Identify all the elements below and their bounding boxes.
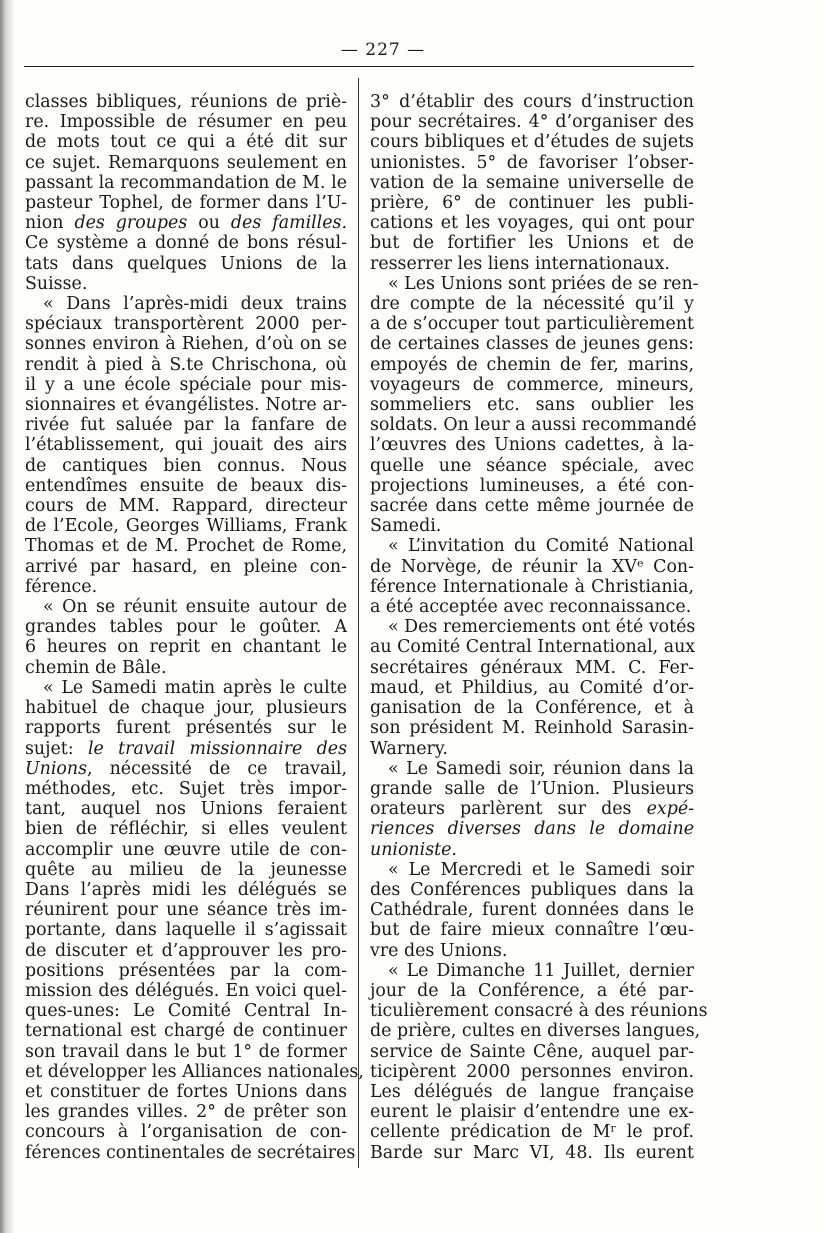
italic-text: le travail missionnaire des — [87, 738, 347, 759]
text-line — [370, 577, 694, 597]
text-segment: grande salle de l’Union. Plusieurs — [370, 778, 694, 799]
text-line — [370, 597, 694, 617]
italic-text: unioniste. — [370, 839, 457, 860]
text-line — [25, 1042, 347, 1062]
text-line — [370, 981, 694, 1001]
text-segment: son travail dans le but 1° de former — [25, 1041, 347, 1062]
text-line — [25, 395, 347, 415]
text-line — [370, 779, 694, 799]
text-line — [370, 395, 694, 415]
text-line — [370, 678, 694, 698]
text-segment: des Conférences publiques dans la — [370, 879, 694, 900]
text-line — [370, 153, 694, 173]
text-segment: resserrer les liens internationaux. — [370, 253, 670, 274]
text-line — [370, 435, 694, 455]
text-segment: but de faire mieux connaître l’œu- — [370, 920, 694, 941]
text-line — [370, 1042, 694, 1062]
text-segment: et constituer de fortes Unions dans — [25, 1081, 347, 1102]
text-line — [25, 597, 347, 617]
text-segment: orateurs parlèrent sur des — [370, 799, 647, 820]
text-segment: 3° d’établir des cours d’instruction — [370, 92, 694, 112]
text-line — [25, 637, 347, 657]
text-segment: sionnaires et évangélistes. Notre ar- — [25, 395, 347, 416]
text-segment: de discuter et d’approuver les pro- — [25, 940, 347, 961]
text-segment: ternational est chargé de continuer — [25, 1021, 347, 1042]
text-line — [25, 577, 347, 597]
text-segment: tats dans quelques Unions de la — [25, 253, 347, 274]
text-segment: ticipèrent 2000 personnes environ. — [370, 1061, 694, 1082]
text-segment: Dans l’après midi les délégués se — [25, 879, 347, 900]
text-line — [25, 1122, 347, 1142]
text-segment: accomplir une œuvre utile de con- — [25, 839, 347, 860]
text-line — [370, 1082, 694, 1102]
text-line — [25, 840, 347, 860]
text-line — [25, 961, 347, 981]
text-line — [370, 860, 694, 880]
text-segment: arrivé par hasard, en pleine con- — [25, 556, 347, 577]
text-line — [370, 294, 694, 314]
text-segment: cellente prédication de Mʳ le prof. — [370, 1122, 694, 1143]
text-line — [25, 415, 347, 435]
text-segment: de Norvège, de réunir la XVᵉ Con- — [370, 556, 694, 577]
text-segment: eurent le plaisir d’entendre une ex- — [370, 1102, 694, 1123]
text-segment: Ce système a donné de bons résul- — [25, 233, 347, 254]
text-line — [370, 213, 694, 233]
text-segment: sujet: — [25, 738, 88, 759]
text-line — [370, 637, 694, 657]
text-line — [370, 254, 694, 274]
text-line — [370, 941, 694, 961]
text-line — [25, 981, 347, 1001]
text-line — [25, 1021, 347, 1041]
text-line — [370, 233, 694, 253]
text-line — [370, 456, 694, 476]
text-line — [25, 456, 347, 476]
text-segment: « Le Samedi matin après le culte — [43, 677, 347, 698]
text-line — [25, 799, 347, 819]
text-segment: méthodes, etc. Sujet très impor- — [25, 778, 347, 799]
text-segment: « L’invitation du Comité National — [388, 536, 694, 557]
text-line — [370, 516, 694, 536]
text-segment: ou — [187, 213, 231, 234]
italic-text: des familles. — [230, 213, 347, 234]
text-segment: « Le Mercredi et le Samedi soir — [388, 859, 694, 880]
text-line — [370, 880, 694, 900]
text-segment: l’établissement, qui jouait des airs — [25, 435, 347, 456]
italic-text: expé- — [646, 799, 694, 820]
text-segment: classes bibliques, réunions de priè- — [25, 92, 347, 112]
text-segment: il y a une école spéciale pour mis- — [25, 374, 347, 395]
text-line — [370, 1001, 708, 1022]
text-line — [25, 819, 347, 839]
text-segment: empoyés de chemin de fer, marins, — [370, 354, 694, 375]
text-line — [25, 759, 347, 779]
text-line — [25, 233, 347, 253]
column-divider-rule — [358, 78, 359, 1168]
text-segment: cours de MM. Rappard, directeur — [25, 496, 347, 517]
text-segment: bien de réfléchir, si elles veulent — [25, 819, 347, 840]
text-line — [25, 698, 347, 718]
text-segment: secrétaires généraux MM. C. Fer- — [370, 657, 694, 678]
text-line — [25, 213, 347, 233]
text-segment: « Des remerciements ont été votés — [388, 617, 696, 638]
text-segment: ticulièrement consacré à des réunions — [370, 1001, 708, 1022]
right-text-column — [370, 92, 708, 1163]
text-line — [25, 860, 347, 880]
text-segment: l’œuvres des Unions cadettes, à la- — [370, 435, 694, 456]
text-segment: rapports furent présentés sur le — [25, 718, 347, 739]
text-segment: de prière, cultes en diverses langues, — [370, 1021, 701, 1042]
text-segment: férence. — [25, 576, 98, 597]
text-segment: 6 heures on reprit en chantant le — [25, 637, 347, 658]
text-line — [370, 173, 694, 193]
text-segment: pour secrétaires. 4° d’organiser des — [370, 112, 694, 133]
text-segment: dre compte de la nécessité qu’il y — [370, 294, 694, 315]
text-segment: re. Impossible de résumer en peu — [25, 112, 347, 133]
text-segment: entendîmes ensuite de beaux dis- — [25, 475, 347, 496]
text-segment: quelle une séance spéciale, avec — [370, 455, 694, 476]
text-segment: de cantiques bien connus. Nous — [25, 455, 347, 476]
text-line — [25, 334, 347, 354]
text-segment: projections lumineuses, a été con- — [370, 475, 694, 496]
text-segment: vation de la semaine universelle de — [370, 172, 694, 193]
text-line — [370, 1102, 694, 1122]
text-segment: Samedi. — [370, 516, 442, 537]
text-line — [25, 617, 347, 637]
text-line — [25, 678, 347, 698]
italic-text: des groupes — [74, 213, 188, 234]
text-line — [25, 132, 347, 152]
text-line — [370, 1143, 694, 1163]
header-rule — [24, 66, 694, 67]
text-segment: de l’Ecole, Georges Williams, Frank — [25, 516, 347, 537]
text-segment: et développer les Alliances nationales, — [25, 1061, 364, 1082]
text-line — [370, 1021, 701, 1042]
text-line — [370, 415, 697, 436]
text-line — [25, 739, 347, 759]
text-segment: , nécessité de ce travail, — [87, 758, 347, 779]
text-segment: sommeliers etc. sans oublier les — [370, 395, 694, 416]
text-segment: Suisse. — [25, 273, 88, 294]
text-segment: Les délégués de langue française — [370, 1081, 694, 1102]
text-line — [370, 273, 699, 294]
text-line — [25, 1102, 347, 1122]
text-segment: réunirent pour une séance très im- — [25, 900, 347, 921]
italic-text: Unions — [25, 758, 88, 779]
text-line — [370, 698, 694, 718]
text-line — [370, 961, 694, 981]
text-line — [25, 1001, 347, 1021]
text-line — [370, 739, 694, 759]
text-segment: grandes tables pour le goûter. A — [25, 617, 347, 638]
text-segment: positions présentées par la com- — [25, 960, 347, 981]
text-segment: de mots tout ce qui a été dit sur — [25, 132, 347, 153]
text-segment: spéciaux transportèrent 2000 per- — [25, 314, 347, 335]
text-segment: « Les Unions sont priées de se ren- — [388, 273, 699, 294]
text-line — [25, 375, 347, 395]
text-segment: portante, dans laquelle il s’agissait — [25, 920, 347, 941]
text-line — [370, 840, 694, 860]
text-segment: Barde sur Marc VI, 48. Ils eurent — [370, 1142, 694, 1163]
text-line — [370, 900, 694, 920]
text-line — [370, 132, 694, 152]
text-line — [370, 193, 694, 213]
text-line — [25, 92, 347, 112]
text-line — [370, 314, 694, 334]
text-line — [25, 718, 347, 738]
text-segment: but de fortifier les Unions et de — [370, 233, 694, 254]
text-line — [25, 153, 347, 173]
text-segment: cations et les voyages, qui ont pour — [370, 213, 694, 234]
text-line — [370, 375, 694, 395]
text-line — [370, 496, 694, 516]
text-line — [25, 355, 347, 375]
text-line — [370, 536, 694, 556]
text-line — [370, 112, 694, 132]
text-line — [25, 536, 347, 556]
text-line — [25, 173, 347, 193]
text-segment: Cathédrale, furent données dans le — [370, 900, 694, 921]
text-line — [25, 294, 347, 314]
text-line — [25, 314, 347, 334]
text-line — [25, 779, 347, 799]
text-line — [370, 334, 694, 354]
text-line — [370, 1062, 694, 1082]
text-segment: service de Sainte Cêne, auquel par- — [370, 1041, 694, 1062]
text-segment: cours bibliques et d’études de sujets — [370, 132, 694, 153]
text-segment: Thomas et de M. Prochet de Rome, — [25, 536, 347, 557]
text-segment: passant la recommandation de M. le — [25, 172, 347, 193]
text-segment: vre des Unions. — [370, 940, 508, 961]
text-segment: les grandes villes. 2° de prêter son — [25, 1102, 347, 1123]
text-line — [25, 557, 347, 577]
text-line — [25, 1142, 356, 1163]
text-segment: mission des délégués. En voici quel- — [25, 980, 347, 1001]
text-segment: de certaines classes de jeunes gens: — [370, 334, 694, 355]
text-line — [370, 1122, 694, 1142]
text-segment: a été acceptée avec reconnaissance. — [370, 597, 692, 618]
text-line — [370, 355, 694, 375]
italic-text: riences diverses dans le domaine — [370, 819, 694, 840]
left-text-column — [25, 92, 364, 1163]
text-line — [25, 254, 347, 274]
text-line — [370, 92, 694, 112]
text-segment: ques-unes: Le Comité Central In- — [25, 1001, 347, 1022]
text-segment: « On se réunit ensuite autour de — [43, 597, 347, 618]
text-segment: prière, 6° de continuer les publi- — [370, 193, 694, 214]
text-segment: rendit à pied à S.te Chrischona, où — [25, 354, 347, 375]
text-line — [25, 274, 347, 294]
text-line — [370, 617, 694, 637]
text-segment: son président M. Reinhold Sarasin- — [370, 718, 694, 739]
text-segment: ganisation de la Conférence, et à — [370, 698, 694, 719]
text-line — [25, 496, 347, 516]
text-segment: « Le Samedi soir, réunion dans la — [388, 758, 694, 779]
text-line — [25, 920, 347, 940]
text-line — [370, 920, 694, 940]
text-line — [25, 941, 347, 961]
text-line — [25, 900, 347, 920]
text-line — [25, 435, 347, 455]
text-segment: concours à l’organisation de con- — [25, 1122, 347, 1143]
text-segment: soldats. On leur a aussi recommandé — [370, 415, 697, 436]
text-segment: a de s’occuper tout particulièrement — [370, 314, 694, 335]
text-line — [370, 759, 694, 779]
text-line — [25, 516, 347, 536]
text-segment: sonnes environ à Riehen, d’où on se — [25, 334, 347, 355]
text-segment: tant, auquel nos Unions feraient — [25, 799, 347, 820]
text-segment: férences continentales de secrétaires — [25, 1142, 356, 1163]
text-segment: « Dans l’après-midi deux trains — [43, 294, 347, 315]
text-segment: voyageurs de commerce, mineurs, — [370, 374, 694, 395]
text-line — [25, 658, 347, 678]
text-segment: férence Internationale à Christiania, — [370, 576, 694, 597]
page-number: — 227 — — [340, 40, 426, 60]
text-segment: chemin de Bâle. — [25, 657, 167, 678]
text-segment: quête au milieu de la jeunesse — [25, 859, 347, 880]
text-line — [370, 557, 694, 577]
text-segment: nion — [25, 213, 75, 234]
text-segment: habituel de chaque jour, plusieurs — [25, 698, 347, 719]
text-segment: maud, et Phildius, au Comité d’or- — [370, 677, 694, 698]
text-line — [370, 819, 694, 839]
text-line — [370, 718, 694, 738]
text-line — [25, 1061, 364, 1082]
text-segment: au Comité Central International, aux — [370, 637, 696, 658]
text-segment: rivée fut saluée par la fanfare de — [25, 415, 347, 436]
text-line — [25, 476, 347, 496]
text-segment: ce sujet. Remarquons seulement en — [25, 152, 347, 173]
text-line — [25, 1082, 347, 1102]
text-line — [370, 658, 694, 678]
text-segment: « Le Dimanche 11 Juillet, dernier — [388, 960, 694, 981]
text-line — [25, 193, 347, 213]
text-segment: unionistes. 5° de favoriser l’obser- — [370, 152, 694, 173]
text-line — [25, 112, 347, 132]
text-segment: jour de la Conférence, a été par- — [370, 980, 694, 1001]
text-line — [25, 880, 347, 900]
text-segment: sacrée dans cette même journée de — [370, 496, 694, 517]
text-line — [370, 476, 694, 496]
binding-edge-shadow — [0, 0, 14, 1233]
text-line — [370, 799, 694, 819]
text-segment: pasteur Tophel, de former dans l’U- — [25, 193, 347, 214]
text-segment: Warnery. — [370, 738, 448, 759]
